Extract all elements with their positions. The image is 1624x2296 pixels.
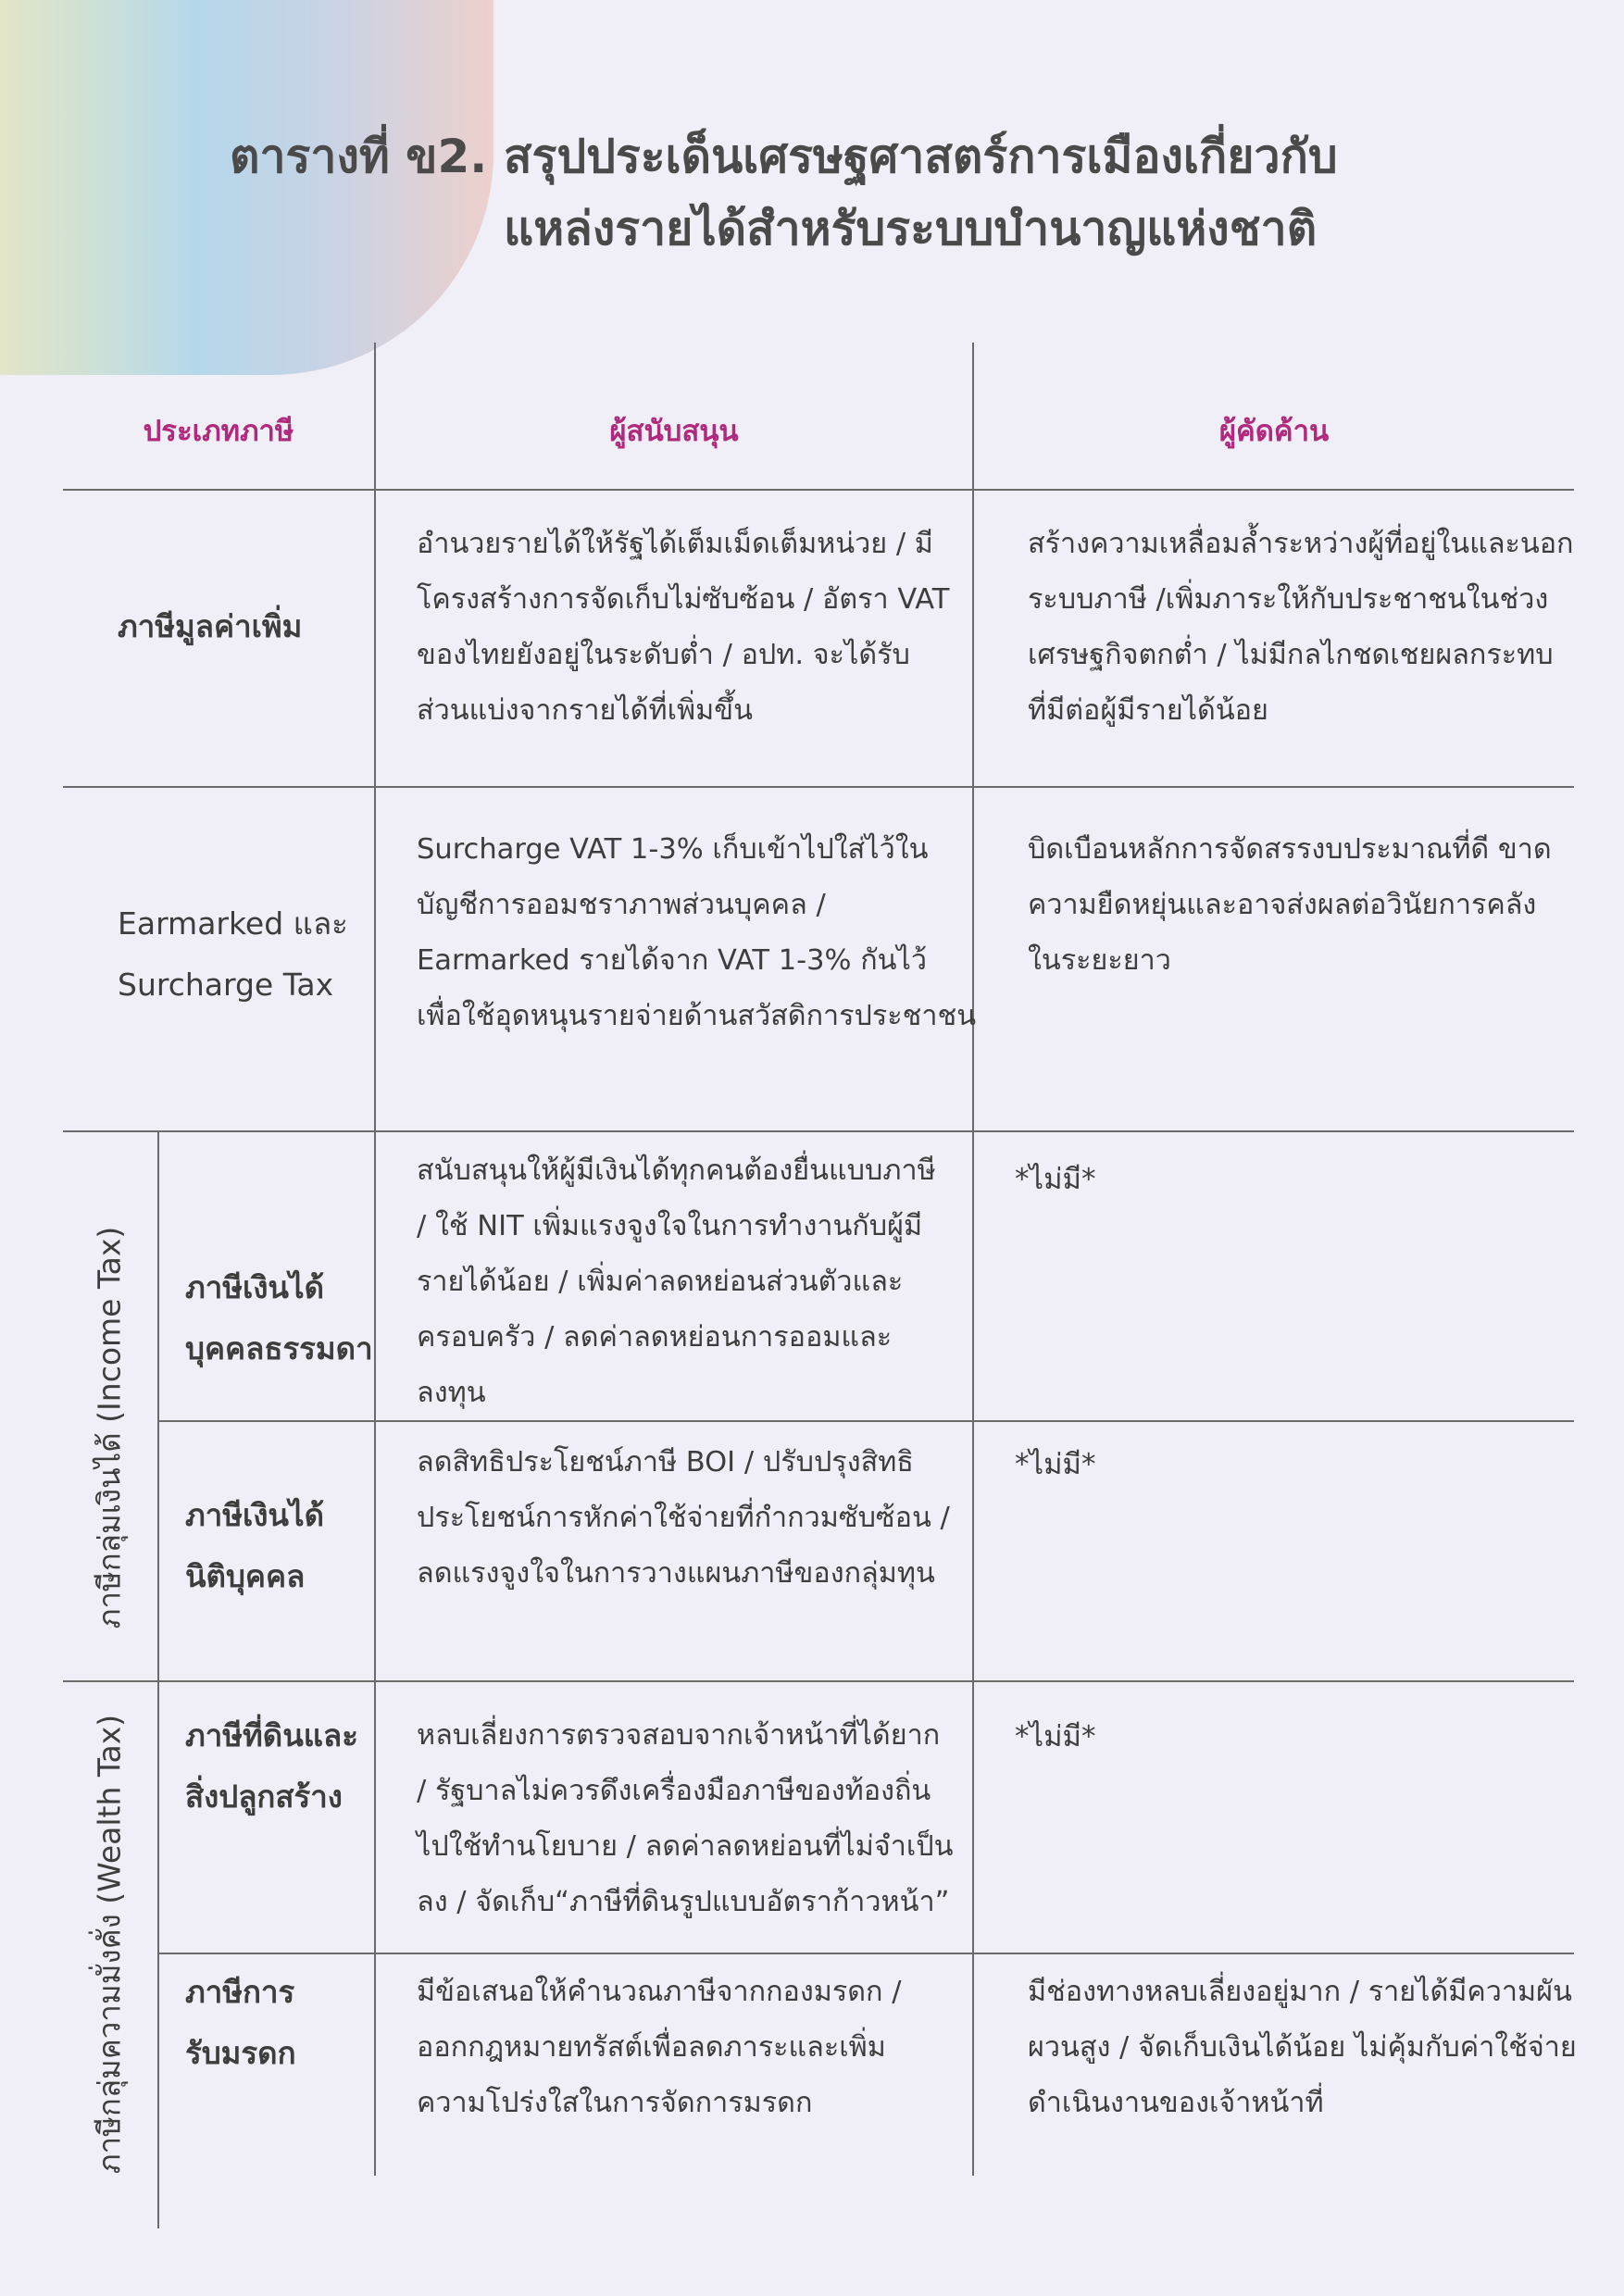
support-earmarked [417, 822, 976, 1044]
group-label-wealth-tax: ภาษีกลุ่มความมั่งคั่ง (Wealth Tax) [91, 1714, 128, 2175]
support-corporate-income-line-1: ลดสิทธิประโยชน์ภาษี BOI / ปรับปรุงสิทธิ [417, 1446, 914, 1479]
tax-type-vat-line: ภาษีมูลค่าเพิ่ม [118, 608, 303, 644]
support-personal-income [417, 1143, 936, 1421]
table-number: ตารางที่ ข2. [230, 130, 488, 183]
tax-type-personal-income-line-2: บุคคลธรรมดา [185, 1330, 373, 1366]
support-land-building [417, 1708, 954, 1930]
oppose-inheritance [1028, 1965, 1577, 2131]
tax-type-inheritance [185, 1962, 296, 2084]
support-earmarked-line-1: Surcharge VAT 1-3% เก็บเข้าไปใส่ไว้ใน [417, 833, 929, 866]
oppose-corporate-income: *ไม่มี* [1015, 1448, 1096, 1481]
support-inheritance-line-2: ออกกฎหมายทรัสต์เพื่อลดภาระและเพิ่ม [417, 2031, 886, 2064]
support-vat [417, 517, 949, 739]
divider-row-4 [63, 1680, 1574, 1682]
group-label-income-tax: ภาษีกลุ่มเงินได้ (Income Tax) [91, 1226, 128, 1629]
support-personal-income-line-1: สนับสนุนให้ผู้มีเงินได้ทุกคนต้องยื่นแบบภาษี [417, 1154, 936, 1187]
support-corporate-income-line-2: ประโยชน์การหักค่าใช้จ่ายที่กำกวมซับซ้อน / [417, 1502, 950, 1534]
tax-type-corporate-income-line-2: นิติบุคคล [185, 1558, 306, 1594]
oppose-vat-line-4: ที่มีต่อผู้มีรายได้น้อย [1028, 694, 1268, 727]
oppose-earmarked-line-1: บิดเบือนหลักการจัดสรรงบประมาณที่ดี ขาด [1028, 833, 1552, 866]
oppose-vat-line-1: สร้างความเหลื่อมล้ำระหว่างผู้ที่อยู่ในและนอก [1028, 528, 1574, 560]
tax-type-earmarked-line-1: Earmarked และ [118, 905, 348, 942]
support-vat-line-3: ของไทยยังอยู่ในระดับต่ำ / อปท. จะได้รับ [417, 639, 910, 671]
tax-type-land-building-line-2: สิ่งปลูกสร้าง [185, 1778, 343, 1815]
support-earmarked-line-4: เพื่อใช้อุดหนุนรายจ่ายด้านสวัสดิการประชาชน [417, 1000, 977, 1032]
support-vat-line-4: ส่วนแบ่งจากรายได้ที่เพิ่มขึ้น [417, 694, 753, 727]
support-land-building-line-1: หลบเลี่ยงการตรวจสอบจากเจ้าหน้าที่ได้ยาก [417, 1719, 941, 1752]
support-land-building-line-4: ลง / จัดเก็บ“ภาษีที่ดินรูปแบบอัตราก้าวหน้า” [417, 1886, 950, 1918]
tax-type-land-building [185, 1705, 358, 1828]
tax-type-vat [118, 596, 302, 657]
oppose-inheritance-line-3: ดำเนินงานของเจ้าหน้าที่ [1028, 2087, 1324, 2119]
support-personal-income-line-2: / ใช้ NIT เพิ่มแรงจูงใจในการทำงานกับผู้มี [417, 1210, 923, 1242]
support-corporate-income-line-3: ลดแรงจูงใจในการวางแผนภาษีของกลุ่มทุน [417, 1557, 935, 1590]
table-title-line-2: แหล่งรายได้สำหรับระบบบำนาญแห่งชาติ [504, 202, 1318, 256]
header-supporters: ผู้สนับสนุน [609, 415, 739, 448]
tax-type-inheritance-line-2: รับมรดก [185, 2035, 296, 2071]
divider-row-1 [63, 786, 1574, 788]
tax-type-land-building-line-1: ภาษีที่ดินและ [185, 1717, 358, 1753]
tax-type-personal-income [185, 1257, 373, 1379]
tax-type-earmarked [118, 893, 348, 1016]
divider-vertical-type [374, 343, 376, 2176]
support-vat-line-2: โครงสร้างการจัดเก็บไม่ซับซ้อน / อัตรา VAT [417, 583, 950, 616]
support-earmarked-line-2: บัญชีการออมชราภาพส่วนบุคคล / [417, 889, 826, 921]
oppose-inheritance-line-2: ผวนสูง / จัดเก็บเงินได้น้อย ไม่คุ้มกับค่าใช้จ่าย [1028, 2031, 1577, 2064]
divider-header [63, 489, 1574, 491]
oppose-earmarked-line-3: ในระยะยาว [1028, 944, 1171, 977]
table-title [504, 120, 1338, 265]
tax-type-personal-income-line-1: ภาษีเงินได้ [185, 1269, 325, 1305]
divider-vertical-group [157, 1130, 159, 2228]
support-personal-income-line-4: ครอบครัว / ลดค่าลดหย่อนการออมและ [417, 1321, 893, 1354]
support-land-building-line-2: / รัฐบาลไม่ควรดึงเครื่องมือภาษีของท้องถิ่น [417, 1775, 931, 1807]
support-vat-line-1: อำนวยรายได้ให้รัฐได้เต็มเม็ดเต็มหน่วย / มี [417, 528, 933, 560]
support-corporate-income [417, 1435, 950, 1602]
oppose-earmarked-line-2: ความยืดหยุ่นและอาจส่งผลต่อวินัยการคลัง [1028, 889, 1537, 921]
support-inheritance-line-1: มีข้อเสนอให้คำนวณภาษีจากกองมรดก / [417, 1976, 902, 2008]
divider-wealth-sub [157, 1953, 1574, 1954]
support-inheritance-line-3: ความโปร่งใสในการจัดการมรดก [417, 2087, 813, 2119]
tax-type-inheritance-line-1: ภาษีการ [185, 1974, 295, 2010]
support-inheritance [417, 1965, 902, 2131]
oppose-earmarked [1028, 822, 1552, 989]
tax-type-corporate-income-line-1: ภาษีเงินได้ [185, 1497, 325, 1533]
tax-type-corporate-income [185, 1485, 324, 1607]
divider-row-2 [63, 1130, 1574, 1132]
divider-vertical-support [972, 343, 974, 2176]
header-opponents: ผู้คัดค้าน [1218, 415, 1330, 448]
oppose-vat-line-2: ระบบภาษี /เพิ่มภาระให้กับประชาชนในช่วง [1028, 583, 1549, 616]
support-earmarked-line-3: Earmarked รายได้จาก VAT 1-3% กันไว้ [417, 944, 927, 977]
support-land-building-line-3: ไปใช้ทำนโยบาย / ลดค่าลดหย่อนที่ไม่จำเป็น [417, 1830, 954, 1863]
tax-type-earmarked-line-2: Surcharge Tax [118, 967, 334, 1003]
oppose-personal-income: *ไม่มี* [1015, 1163, 1096, 1196]
support-personal-income-line-5: ลงทุน [417, 1377, 486, 1409]
oppose-land-building: *ไม่มี* [1015, 1720, 1096, 1753]
oppose-vat-line-3: เศรษฐกิจตกต่ำ / ไม่มีกลไกชดเชยผลกระทบ [1028, 639, 1554, 671]
oppose-inheritance-line-1: มีช่องทางหลบเลี่ยงอยู่มาก / รายได้มีความผัน [1028, 1976, 1572, 2008]
support-personal-income-line-3: รายได้น้อย / เพิ่มค่าลดหย่อนส่วนตัวและ [417, 1266, 904, 1298]
table-title-line-1: สรุปประเด็นเศรษฐศาสตร์การเมืองเกี่ยวกับ [504, 130, 1338, 183]
header-tax-type: ประเภทภาษี [143, 415, 294, 448]
oppose-vat [1028, 517, 1574, 739]
